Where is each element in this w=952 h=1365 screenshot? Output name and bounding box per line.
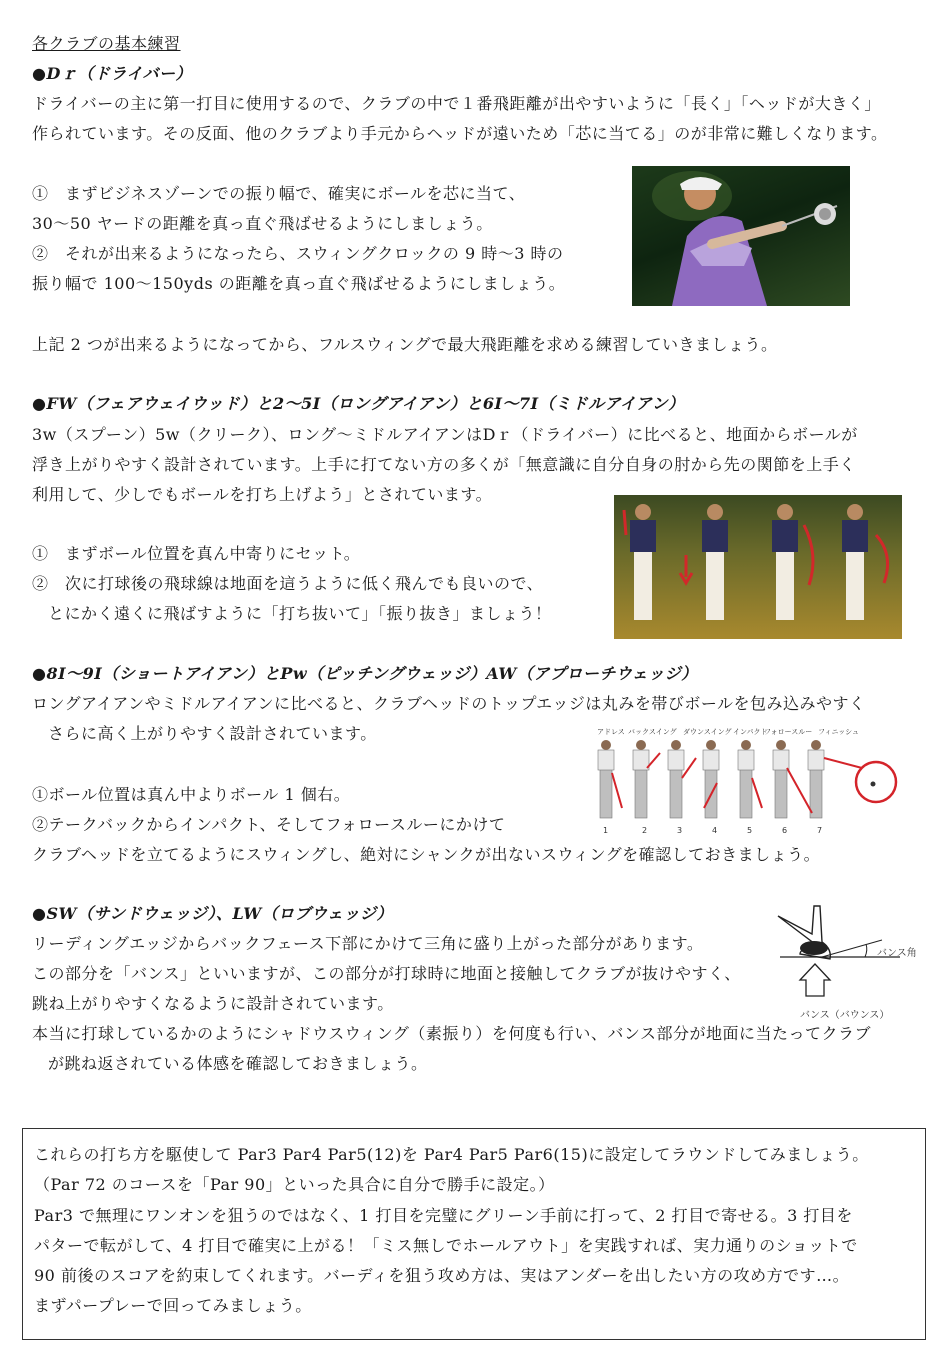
box-line-2: （Par 72 のコースを「Par 90」といった具合に自分で勝手に設定。） <box>34 1175 555 1194</box>
bounce-angle-label: バンス角 <box>877 948 917 959</box>
fw-step-2a: ② 次に打球後の飛球線は地面を這うように低く飛んでも良いので、 <box>32 574 544 593</box>
fw-step-1: ① まずボール位置を真ん中寄りにセット。 <box>32 544 361 563</box>
si-step-3: クラブヘッドを立てるようにスウィングし、絶対にシャンクが出ないスウィングを確認しておきましょう。 <box>32 845 821 864</box>
box-line-3: Par3 で無理にワンオンを狙うのではなく、1 打目を完璧にグリーン手前に打って、2 打目で寄せる。3 打目を <box>34 1206 853 1225</box>
si-step-2: ②テークバックからインパクト、そしてフォロースルーにかけて <box>32 815 506 834</box>
step-number: 1 <box>603 826 609 835</box>
step-number: 7 <box>817 826 823 835</box>
box-line-6: まずパープレーで回ってみましょう。 <box>34 1296 312 1315</box>
phase-label: アドレス <box>597 728 625 736</box>
driver-step-2b: 振り幅で 100～150yds の距離を真っ直ぐ飛ばせるようにしましょう。 <box>32 274 566 293</box>
fw-paragraph-3: 利用して、少しでもボールを打ち上げよう」とされています。 <box>32 485 493 504</box>
sw-paragraph-3: 跳ね上がりやすくなるように設計されています。 <box>32 994 394 1013</box>
fw-step-2b: とにかく遠くに飛ばすように「打ち抜いて」「振り抜き」ましょう！ <box>48 604 552 623</box>
step-number: 4 <box>712 826 718 835</box>
step-number: 3 <box>677 826 683 835</box>
phase-label: インパクト <box>733 728 768 736</box>
sw-paragraph-1: リーディングエッジからバックフェース下部にかけて三角に盛り上がった部分があります。 <box>32 934 704 953</box>
page-title: 各クラブの基本練習 <box>32 34 181 53</box>
driver-paragraph-2: 作られています。その反面、他のクラブより手元からヘッドが遠いため「芯に当てる」のが非常に難しくなります。 <box>32 124 888 143</box>
sw-paragraph-4: 本当に打球しているかのようにシャドウスウィング（素振り）を何度も行い、バンス部分が地面に当たってクラブ <box>32 1024 871 1043</box>
bounce-diagram <box>770 904 920 1024</box>
driver-step-1b: 30～50 ヤードの距離を真っ直ぐ飛ばせるようにしましょう。 <box>32 214 493 233</box>
swing-phase-illustration <box>592 724 912 836</box>
driver-step-2a: ② それが出来るようになったら、スウィングクロックの 9 時～3 時の <box>32 244 564 263</box>
sw-paragraph-5: が跳ね返されている体感を確認しておきましょう。 <box>48 1054 428 1073</box>
bounce-label: バンス（バウンス） <box>800 1010 890 1021</box>
driver-golfer-photo <box>632 166 850 306</box>
si-paragraph-1: ロングアイアンやミドルアイアンに比べると、クラブヘッドのトップエッジは丸みを帯びボールを包み込みやすく <box>32 694 866 713</box>
step-number: 5 <box>747 826 753 835</box>
step-number: 6 <box>782 826 788 835</box>
sw-paragraph-2: この部分を「バンス」といいますが、この部分が打球時に地面と接触してクラブが抜けやすく、 <box>32 964 741 983</box>
phase-label: バックスイング <box>628 728 677 736</box>
section-heading-driver: ●Dｒ（ドライバー） <box>32 64 193 83</box>
phase-label: ダウンスイング <box>683 728 732 736</box>
phase-label: フォロースルー <box>764 728 813 736</box>
box-line-1: これらの打ち方を駆使して Par3 Par4 Par5(12)を Par4 Par5 Par6(15)に設定してラウンドしてみましょう。 <box>34 1145 869 1164</box>
driver-step-1a: ① まずビジネスゾーンでの振り幅で、確実にボールを芯に当て、 <box>32 184 526 203</box>
section-heading-short-iron: ●8I～9I（ショートアイアン）とPw（ピッチングウェッジ）AW（アプローチウェッジ） <box>32 664 698 683</box>
section-heading-sand-wedge: ●SW（サンドウェッジ）、LW（ロブウェッジ） <box>32 904 394 923</box>
box-line-4: パターで転がして、4 打目で確実に上がる！「ミス無しでホールアウト」を実践すれば、実力通りのショットで <box>34 1236 858 1255</box>
si-step-1: ①ボール位置は真ん中よりボール 1 個右。 <box>32 785 351 804</box>
driver-paragraph-1: ドライバーの主に第一打目に使用するので、クラブの中で１番飛距離が出やすいように「長く」「ヘッドが大きく」 <box>32 94 881 113</box>
section-heading-fairway-wood: ●FW（フェアウェイウッド）と2～5I（ロングアイアン）と6I～7I（ミドルアイアン） <box>32 394 685 413</box>
fw-paragraph-2: 浮き上がりやすく設計されています。上手に打てない方の多くが「無意識に自分自身の肘から先の関節を上手く <box>32 455 856 474</box>
si-paragraph-2: さらに高く上がりやすく設計されています。 <box>48 724 377 743</box>
fw-paragraph-1: 3w（スプーン）5w（クリーク）、ロング～ミドルアイアンはDｒ（ドライバー）に比べると、地面からボールが <box>32 425 858 444</box>
phase-label: フィニッシュ <box>818 728 860 736</box>
box-line-5: 90 前後のスコアを約束してくれます。バーディを狙う攻め方は、実はアンダーを出したい方の攻め方です…。 <box>34 1266 850 1285</box>
driver-summary: 上記 2 つが出来るようになってから、フルスウィングで最大飛距離を求める練習していきましょう。 <box>32 335 778 354</box>
fw-swing-sequence-photo <box>614 495 902 639</box>
step-number: 2 <box>642 826 648 835</box>
